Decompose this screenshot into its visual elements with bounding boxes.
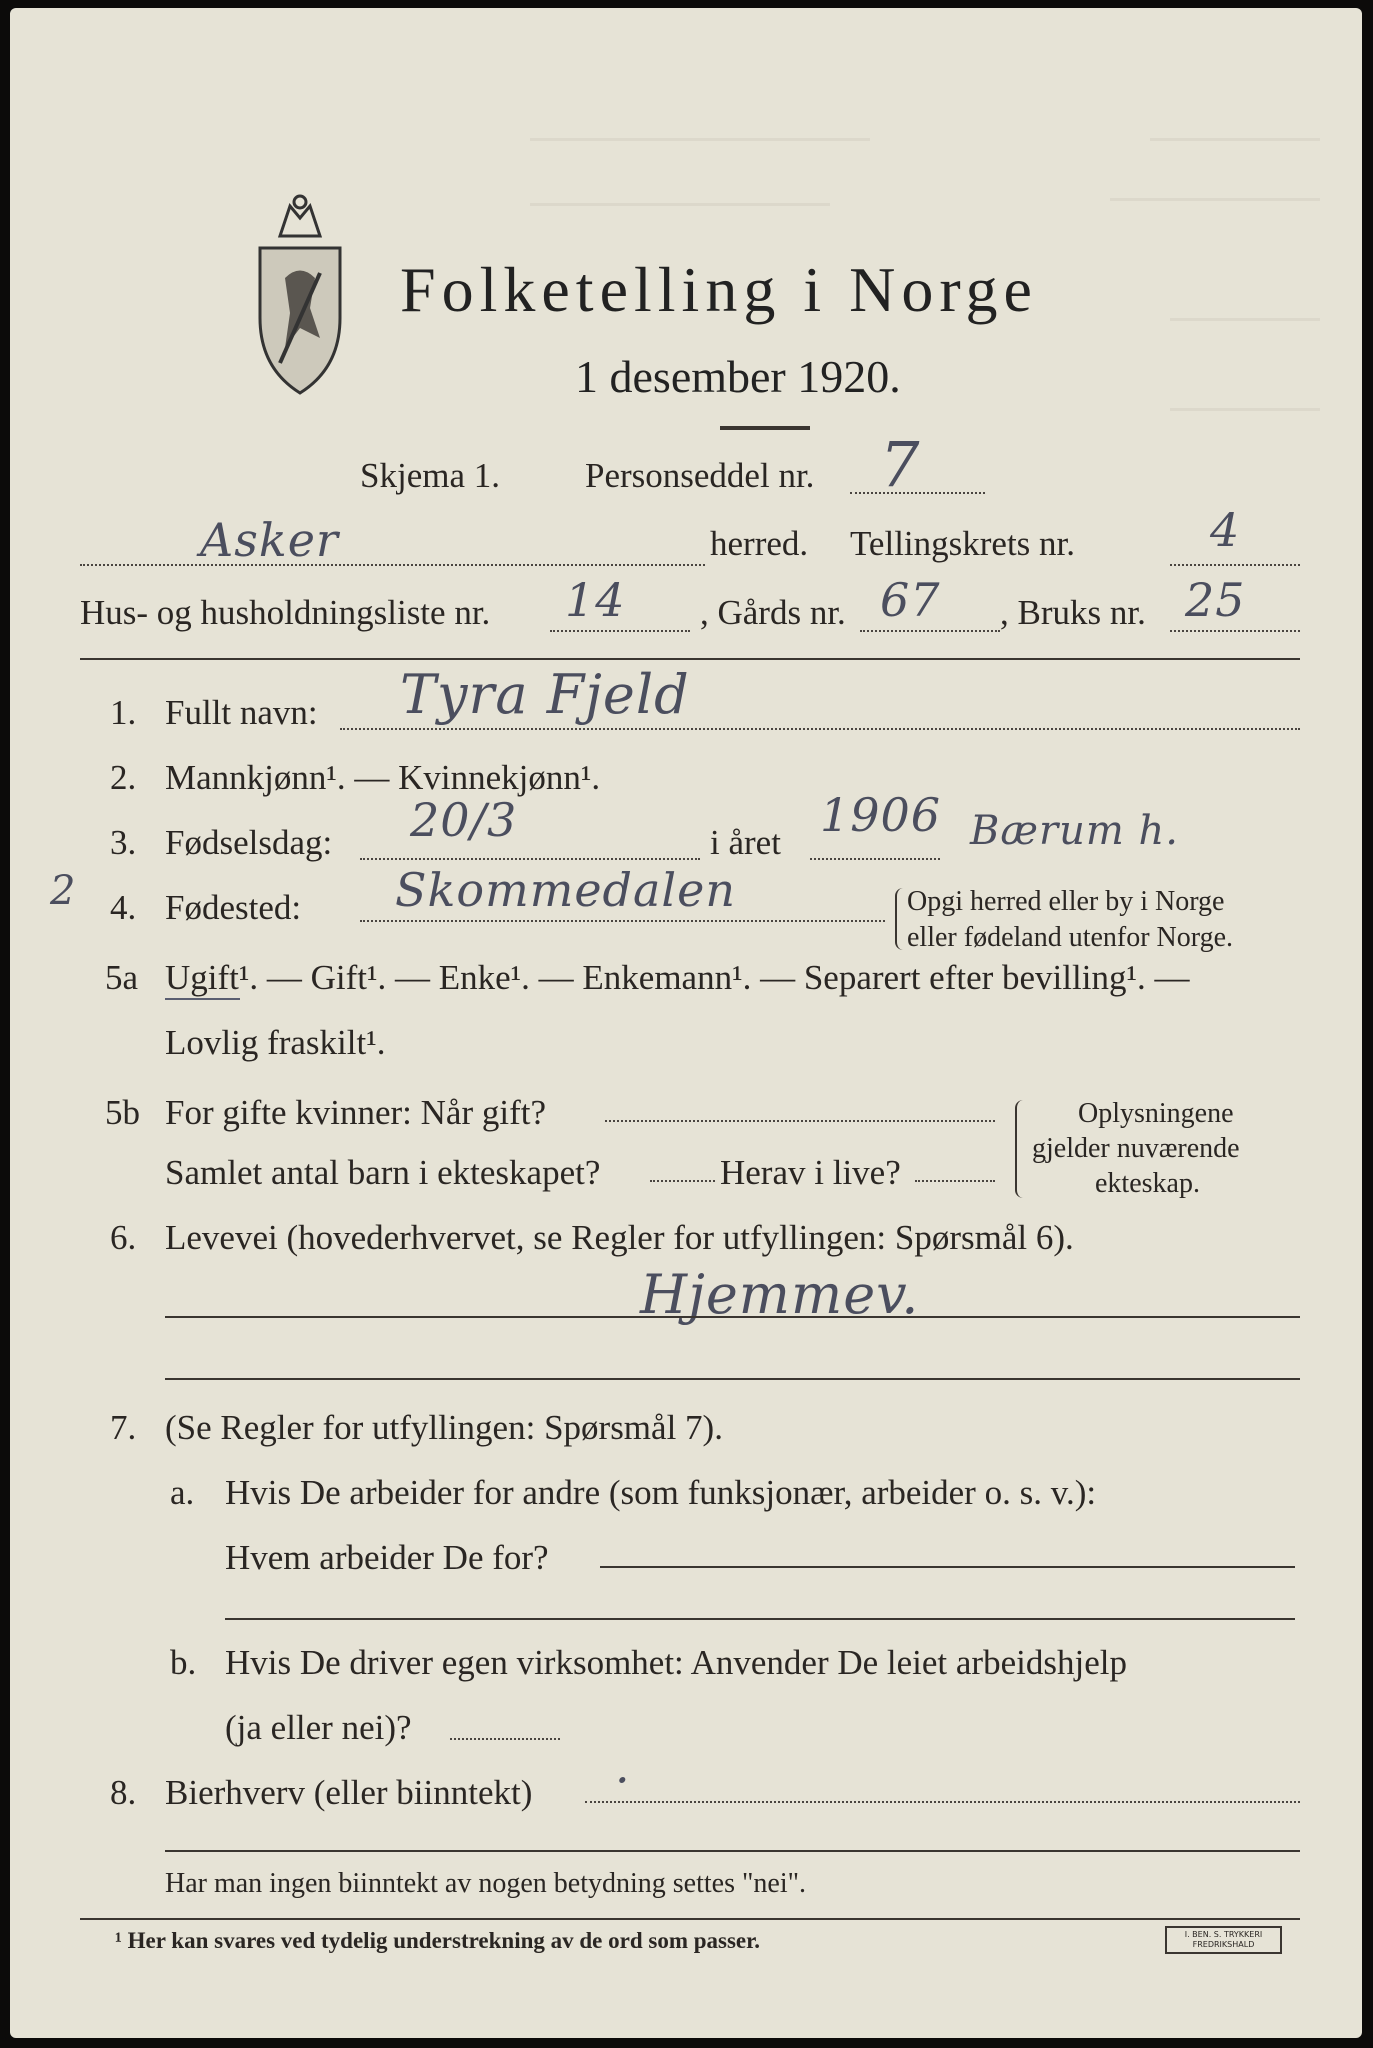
norwegian-coat-of-arms-icon — [240, 188, 360, 398]
birthplace-note-2: eller fødeland utenfor Norge. — [907, 922, 1234, 953]
hired-help-label: (ja eller nei)? — [225, 1708, 412, 1747]
marital-status-label-2: Lovlig fraskilt¹. — [165, 1023, 386, 1062]
herred-label: herred. — [710, 524, 809, 563]
footnote: ¹ Her kan svares ved tydelig understrekning av de ord som passer. — [115, 1928, 760, 1953]
marital-status-label: Ugift¹. — Gift¹. — Enke¹. — Enkemann¹. — Separert efter bevilling¹. — — [165, 958, 1190, 997]
marriage-note-2: gjelder nuværende — [1032, 1133, 1240, 1164]
occupation-label: Levevei (hovederhvervet, se Regler for utfyllingen: Spørsmål 6). — [165, 1218, 1074, 1257]
side-income-note: Har man ingen biinntekt av nogen betydning settes "nei". — [165, 1868, 807, 1899]
birthplace-value: Skommedalen — [395, 863, 736, 917]
margin-mark: 2 — [50, 868, 77, 914]
bruks-value: 25 — [1185, 573, 1246, 627]
tellingskrets-label: Tellingskrets nr. — [850, 524, 1076, 563]
employer-question-label: Hvis De arbeider for andre (som funksjonær, arbeider o. s. v.): — [225, 1473, 1097, 1512]
title-divider — [720, 426, 810, 430]
printer-stamp: I. BEN. S. TRYKKERI FREDRIKSHALD — [1165, 1926, 1282, 1954]
personseddel-value: 7 — [880, 428, 921, 501]
birthday-extra-note: Bærum h. — [970, 808, 1179, 854]
census-date: 1 desember 1920. — [575, 351, 901, 402]
section-divider — [80, 658, 1300, 660]
bruks-label: , Bruks nr. — [1000, 593, 1146, 632]
hus-value: 14 — [565, 573, 626, 627]
employer-label: Hvem arbeider De for? — [225, 1538, 549, 1577]
tellingskrets-value: 4 — [1210, 503, 1241, 557]
birthday-value: 20/3 — [410, 793, 518, 847]
children-alive-label: Herav i live? — [720, 1153, 901, 1192]
year-label: i året — [710, 823, 781, 862]
side-income-label: Bierhverv (eller biinntekt) — [165, 1773, 533, 1812]
personseddel-label: Personseddel nr. — [585, 456, 815, 495]
hus-label: Hus- og husholdningsliste nr. — [80, 593, 491, 632]
marriage-note-1: Oplysningene — [1078, 1098, 1234, 1129]
birthplace-label: Fødested: — [165, 888, 302, 927]
gards-label: , Gårds nr. — [700, 593, 846, 632]
children-count-label: Samlet antal barn i ekteskapet? — [165, 1153, 601, 1192]
married-when-label: For gifte kvinner: Når gift? — [165, 1093, 547, 1132]
employment-section-label: (Se Regler for utfyllingen: Spørsmål 7). — [165, 1408, 723, 1447]
birthday-label: Fødselsdag: — [165, 823, 333, 862]
sex-label: Mannkjønn¹. — Kvinnekjønn¹. — [165, 758, 601, 797]
form-title: Folketelling i Norge — [400, 254, 1038, 325]
ugift-underline — [165, 998, 240, 1000]
birthplace-note-1: Opgi herred eller by i Norge — [907, 886, 1225, 917]
gards-value: 67 — [880, 573, 941, 627]
full-name-value: Tyra Fjeld — [400, 663, 690, 726]
own-business-label: Hvis De driver egen virksomhet: Anvender De leiet arbeidshjelp — [225, 1643, 1127, 1682]
census-form-sheet: Folketelling i Norge 1 desember 1920. Skjema 1. Personseddel nr. 7 Asker herred. Tellingskrets nr. 4 Hus- og husholdningsliste nr. 14 , Gårds nr. 67 , Bruks nr. 25 1. Fullt navn: Tyra Fjeld 2. Mannkjønn¹. — Kvinnekjønn¹. 3. Fødselsdag: 20/3 i året 1906 Bærum h. 2 4. Fødested: Skommedalen Opgi herred eller by i Norge eller fødeland utenfor Norge. 5a Ugift¹. — Gift¹. — Enke¹. — Enkemann¹. — Separert efter bevilling¹. — Lovlig fraskilt¹. 5b For gifte kvinner: Når gift? Samlet antal barn i ekteskapet? Herav i live? Oplysningene gjelder nuværende ekteskap. 6. Levevei (hovederhvervet, se Regler for utfyllingen: Spørsmål 6). Hjemmev. 7. (Se Regler for utfyllingen: Spørsmål 7). a. Hvis De arbeider for andre (som funksjonær, arbeider o. s. v.): Hvem arbeider De for? b. Hvis De driver egen virksomhet: Anvender De leiet arbeidshjelp (ja eller nei)? 8. Bierhverv (eller biinntekt) · Har man ingen biinntekt av nogen betydning settes "nei". ¹ Her kan svares ved tydelig understrekning av de ord som passer. I. BEN. S. TRYKKERI FREDRIKSHALD — [10, 8, 1362, 2038]
marriage-note-3: ekteskap. — [1095, 1168, 1200, 1199]
herred-value: Asker — [200, 513, 339, 567]
year-value: 1906 — [820, 788, 942, 842]
full-name-label: Fullt navn: — [165, 693, 318, 732]
occupation-value: Hjemmev. — [640, 1263, 920, 1326]
skjema-label: Skjema 1. — [360, 456, 500, 495]
side-income-value: · — [615, 1753, 631, 1807]
